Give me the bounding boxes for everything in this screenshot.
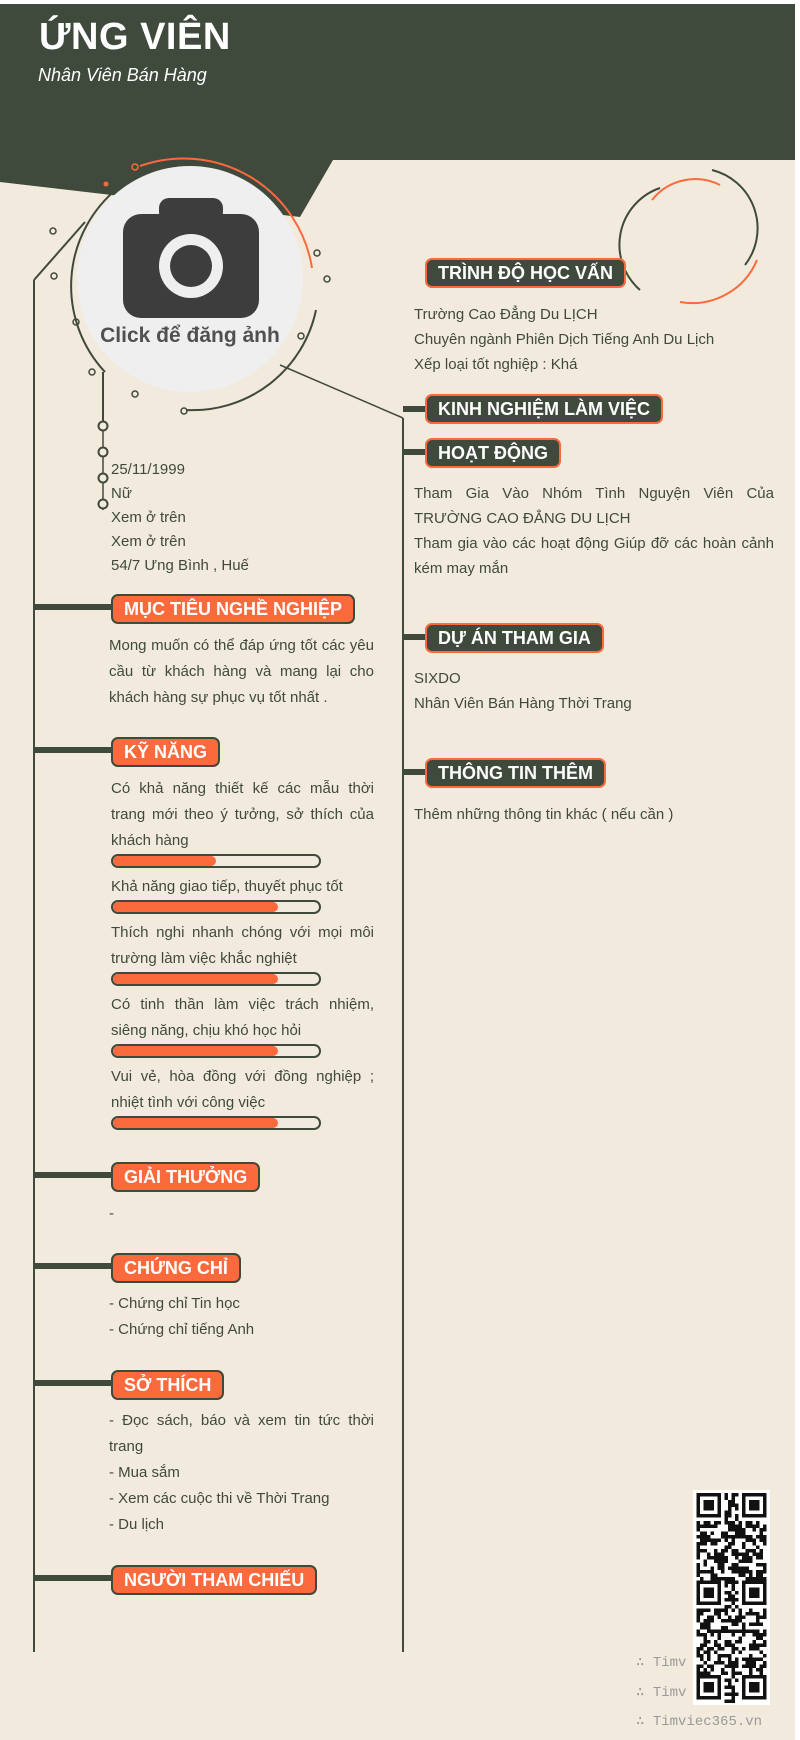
hobby-item: - Đọc sách, báo và xem tin tức thời trang <box>109 1412 374 1455</box>
skill-text: Có khả năng thiết kế các mẫu thời trang mới theo ý tưởng, sở thích của khách hàng <box>111 780 374 849</box>
skill-level-fill <box>113 902 278 912</box>
section-connector <box>34 1263 112 1269</box>
certificates-heading: CHỨNG CHỈ <box>111 1253 241 1283</box>
skill-level-bar <box>111 1044 321 1058</box>
skill-text: Thích nghi nhanh chóng với mọi môi trường làm việc khắc nghiệt <box>111 924 374 967</box>
certificate-item: - Chứng chỉ tiếng Anh <box>109 1321 255 1338</box>
section-connector <box>34 1380 112 1386</box>
awards-text: - <box>109 1205 114 1222</box>
activity-line: Tham gia vào các hoạt động Giúp đỡ các hoàn cảnh kém may mắn <box>414 535 774 577</box>
objective-text: Mong muốn có thể đáp ứng tốt các yêu cầu từ khách hàng và mang lại cho khách hàng sự phục vụ tốt nhất . <box>109 637 374 706</box>
photo-upload-label: Click để đăng ảnh <box>100 324 280 347</box>
skill-text: Khả năng giao tiếp, thuyết phục tốt <box>111 878 343 895</box>
hobby-item: - Mua sắm <box>109 1464 180 1481</box>
qr-code-pattern <box>693 1490 770 1705</box>
activities-heading: HOẠT ĐỘNG <box>425 438 561 468</box>
section-connector <box>403 449 427 455</box>
education-line: Chuyên ngành Phiên Dịch Tiếng Anh Du Lịch <box>414 331 715 348</box>
section-connector <box>34 604 112 610</box>
hobby-item: - Xem các cuộc thi về Thời Trang <box>109 1490 330 1507</box>
references-heading: NGƯỜI THAM CHIẾU <box>111 1565 317 1595</box>
skill-level-fill <box>113 1118 278 1128</box>
section-connector <box>34 1575 112 1581</box>
camera-icon <box>123 198 259 318</box>
skill-level-bar <box>111 972 321 986</box>
qr-code <box>693 1490 770 1705</box>
objective-heading: MỤC TIÊU NGHỀ NGHIỆP <box>111 594 355 624</box>
skill-level-bar <box>111 900 321 914</box>
skill-level-fill <box>113 1046 278 1056</box>
job-title: Nhân Viên Bán Hàng <box>38 65 207 85</box>
contact-gender: Nữ <box>111 485 132 502</box>
skill-level-fill <box>113 856 216 866</box>
watermark-text: ∴ Timv <box>636 1655 687 1671</box>
section-connector <box>34 747 112 753</box>
photo-upload[interactable] <box>77 166 303 392</box>
activity-line: Tham Gia Vào Nhóm Tình Nguyện Viên Của TRƯỜNG CAO ĐẲNG DU LỊCH <box>414 485 774 527</box>
education-heading: TRÌNH ĐỘ HỌC VẤN <box>425 258 626 288</box>
watermark-text: ∴ Timv <box>636 1685 687 1701</box>
project-line: Nhân Viên Bán Hàng Thời Trang <box>414 695 632 712</box>
certificate-item: - Chứng chỉ Tin học <box>109 1295 240 1312</box>
skill-level-bar <box>111 1116 321 1130</box>
experience-heading: KINH NGHIỆM LÀM VIỆC <box>425 394 663 424</box>
projects-heading: DỰ ÁN THAM GIA <box>425 623 604 653</box>
watermark-text: ∴ Timviec365.vn <box>636 1714 763 1730</box>
project-line: SIXDO <box>414 670 461 687</box>
section-connector <box>34 1172 112 1178</box>
hobby-item: - Du lịch <box>109 1516 165 1533</box>
contact-phone: Xem ở trên <box>111 509 186 526</box>
education-line: Trường Cao Đẳng Du LỊCH <box>414 306 598 323</box>
skills-heading: KỸ NĂNG <box>111 737 220 767</box>
section-connector <box>403 406 427 412</box>
candidate-name: ỨNG VIÊN <box>39 16 231 58</box>
skill-level-bar <box>111 854 321 868</box>
section-connector <box>403 634 427 640</box>
contact-email: Xem ở trên <box>111 533 186 550</box>
skill-level-fill <box>113 974 278 984</box>
hobbies-heading: SỞ THÍCH <box>111 1370 224 1400</box>
contact-birthdate: 25/11/1999 <box>111 461 185 478</box>
section-connector <box>403 769 427 775</box>
contact-address: 54/7 Ưng Bình , Huế <box>111 557 249 574</box>
more-info-heading: THÔNG TIN THÊM <box>425 758 606 788</box>
awards-heading: GIẢI THƯỞNG <box>111 1162 260 1192</box>
more-info-text: Thêm những thông tin khác ( nếu cần ) <box>414 806 674 823</box>
skill-text: Vui vẻ, hòa đồng với đồng nghiệp ; nhiệt tình với công việc <box>111 1068 374 1111</box>
skill-text: Có tinh thần làm việc trách nhiệm, siêng năng, chịu khó học hỏi <box>111 996 374 1039</box>
education-line: Xếp loại tốt nghiệp : Khá <box>414 356 578 373</box>
